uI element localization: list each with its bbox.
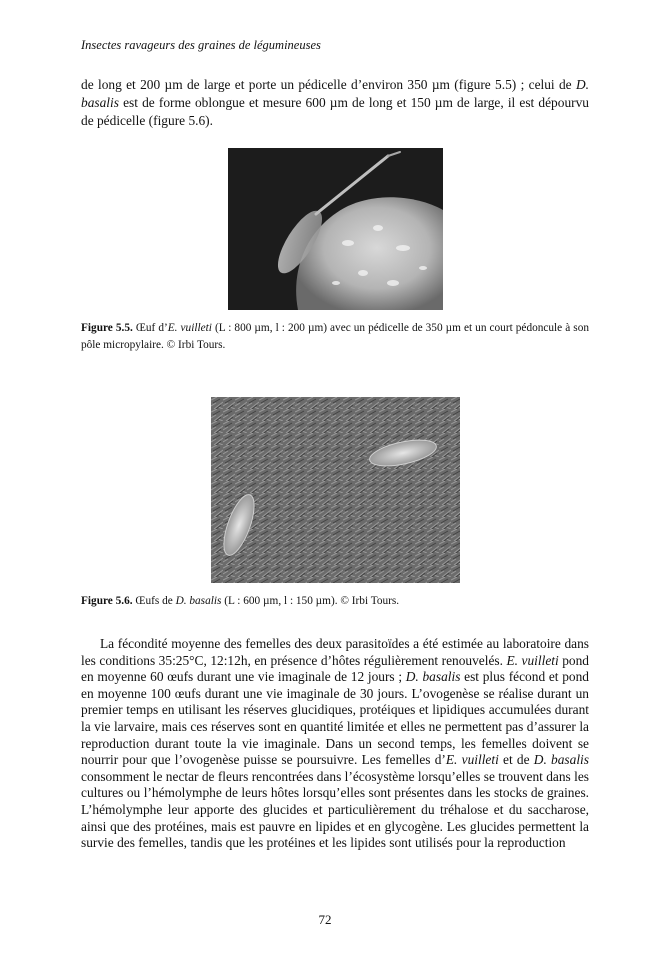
species-name: D. basalis [175, 595, 222, 607]
species-name: E. vuilleti [167, 322, 212, 334]
species-name: E. vuilleti [506, 652, 559, 668]
species-name: D. basalis [405, 669, 461, 685]
species-name: E. vuilleti [445, 752, 499, 768]
page-number: 72 [318, 912, 332, 927]
figure-label: Figure 5.6. [81, 595, 133, 607]
figure-5-6-caption: Figure 5.6. Œufs de D. basalis (L : 600 µm, l : 150 µm). © Irbi Tours. [81, 595, 400, 607]
running-header: Insectes ravageurs des graines de légumineuses [81, 38, 321, 52]
figure-label: Figure 5.5. [81, 322, 133, 334]
paragraph-intro: de long et 200 µm de large et porte un pédicelle d’environ 350 µm (figure 5.5) ; celui de D. basalis est de forme oblongue et mesure 600 µm de long et 150 µm de large, il est dépourvu de pédicelle (figure 5.6). [81, 77, 589, 128]
figure-5-5-caption: Figure 5.5. Œuf d’E. vuilleti (L : 800 µm, l : 200 µm) avec un pédicelle de 350 µm et un court pédoncule à son pôle micropylaire. © Irbi Tours. [81, 322, 589, 351]
species-name: D. basalis [533, 752, 589, 768]
species-name: D. basalis [81, 77, 589, 110]
figure-5-5-photo [228, 148, 443, 310]
paragraph-fecundity: La fécondité moyenne des femelles des deux parasitoïdes a été estimée au laboratoire dans les conditions 35:25°C, 12:12h, en présence d’hôtes régulièrement renouvelés. E. vuilleti pond en moyenne 60 œufs durant une vie imaginale de 12 jours ; D. basalis est plus fécond et pond en moyenne 100 œufs durant une vie imaginale de 30 jours. L’ovogenèse se réalise durant un premier temps en utilisant les réserves glucidiques, protéiques et lipidiques accumulées durant la vie larvaire, mais ces réserves sont en quantité limitée et elles ne permettent pas d’assurer la reproduction durant toute la vie imaginale. Dans un second temps, les femelles doivent se nourrir pour que l’ovogenèse puisse se poursuivre. Les femelles d’E. vuilleti et de D. basalis consomment le nectar de fleurs rencontrées dans l’écosystème lorsqu’elles se trouvent dans les cultures ou l’hémolymphe de leurs hôtes lorsqu’elles sont présentes dans les stocks de graines. L’hémolymphe leur apporte des glucides et particulièrement du tréhalose et du saccharose, ainsi que des protéines, mais est pauvre en lipides et en glycogène. Les glucides permettent la survie des femelles, tandis que les protéines et les lipides sont utilisés pour la reproduction [81, 636, 589, 851]
figure-5-6-photo [211, 397, 460, 583]
